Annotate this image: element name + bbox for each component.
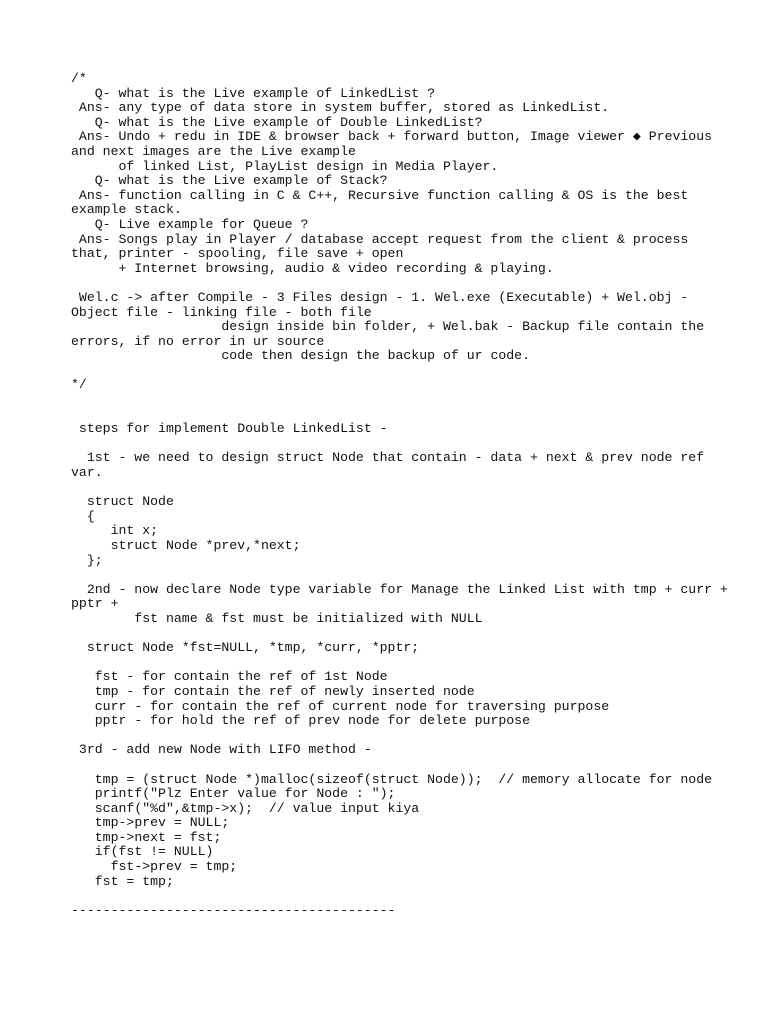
document-body-text: /* Q- what is the Live example of LinkedList ? Ans- any type of data store in system buffer, stored as LinkedList. Q- what is the Live example of Double LinkedList? Ans- Undo + redu in IDE & browser back + forward button, Image viewer ◆ Previous and next images are the Live example of linked List, PlayList design in Media Player. Q- what is the Live example of Stack? Ans- function calling in C & C++, Recursive function calling & OS is the best example stack. Q- Live example for Queue ? Ans- Songs play in Player / database accept request from the client & process that, printer - spooling, file save + open + Internet browsing, audio & video recording & playing. Wel.c -> after Compile - 3 Files design - 1. Wel.exe (Executable) + Wel.obj - Object file - linking file - both file design inside bin folder, + Wel.bak - Backup file contain the errors, if no error in ur source code then design the backup of ur code. */ steps for implement Double LinkedList - 1st - we need to design struct Node that contain - data + next & prev node ref var. struct Node { int x; struct Node *prev,*next; }; 2nd - now declare Node type variable for Manage the Linked List with tmp + curr + pptr + fst name & fst must be initialized with NULL struct Node *fst=NULL, *tmp, *curr, *pptr; fst - for contain the ref of 1st Node tmp - for contain the ref of newly inserted node curr - for contain the ref of current node for traversing purpose pptr - for hold the ref of prev node for delete purpose 3rd - add new Node with LIFO method - tmp = (struct Node *)malloc(sizeof(struct Node)); // memory allocate for node printf("Plz Enter value for Node : "); scanf("%d",&tmp->x); // value input kiya tmp->prev = NULL; tmp->next = fst; if(fst != NULL) fst->prev = tmp; fst = tmp; ----------------------------------------- — [71, 71, 728, 918]
